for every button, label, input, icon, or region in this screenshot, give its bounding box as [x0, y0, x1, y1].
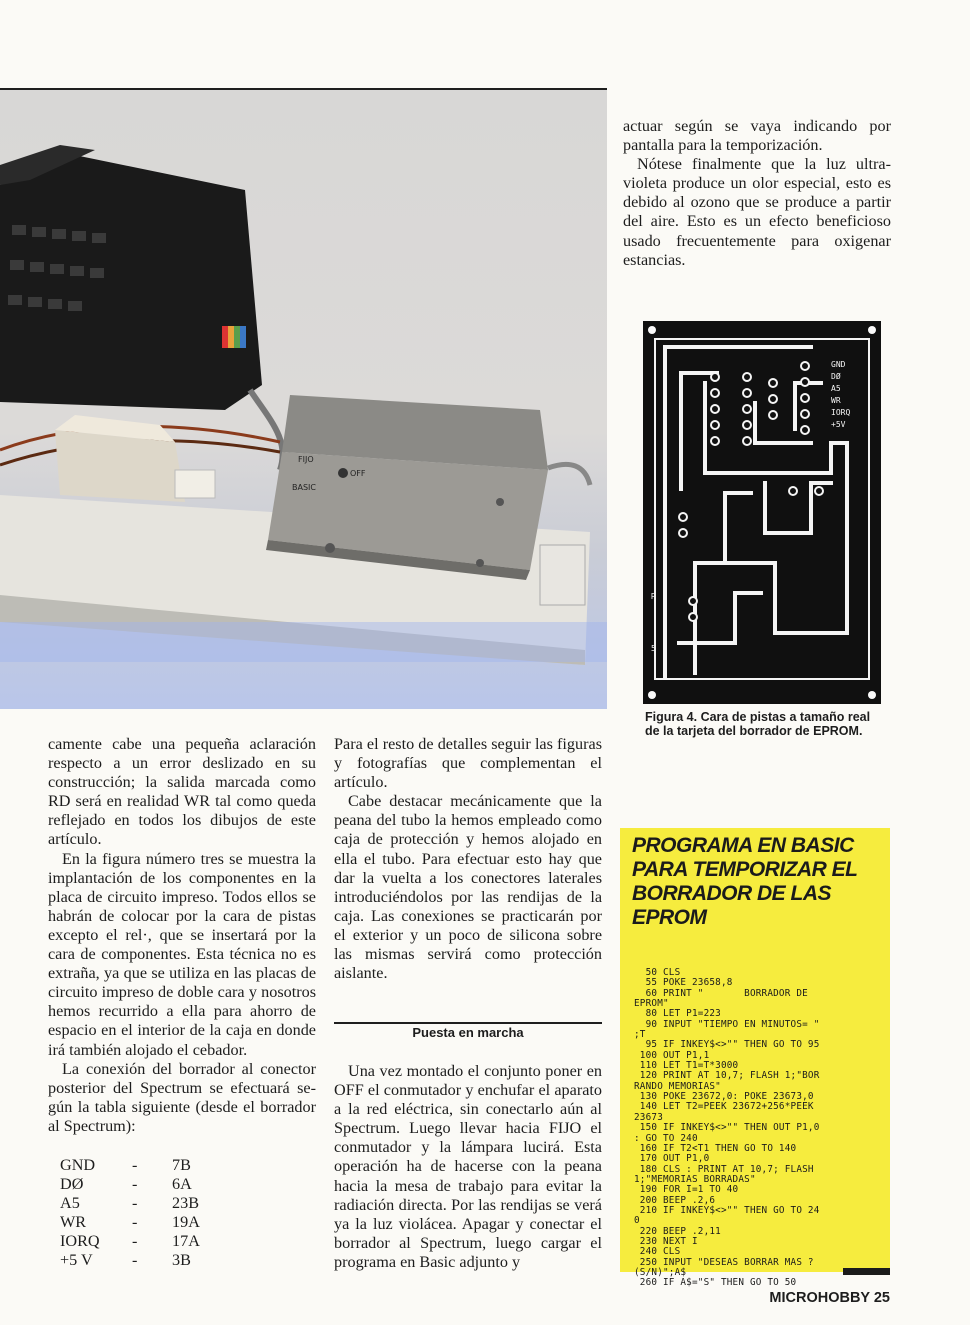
middle-column-text — [334, 735, 602, 983]
signal-cell: DØ — [60, 1175, 84, 1194]
program-listing: 50 CLS 55 POKE 23658,8 60 PRINT " BORRADOR DE EPROM" 80 LET P1=223 90 INPUT "TIEMPO EN MINUTOS= " ;T 95 IF INKEY$<>"" THEN GO TO 95 100 OUT P1,1 110 LET T1=T*3000 120 PRINT AT 10,7; FLASH 1;"BOR RANDO MEMORIAS" 130 POKE 23672,0: POKE 23673,0 140 LET T2=PEEK 23672+256*PEEK 23673 150 IF INKEY$<>"" THEN OUT P1,0 : GO TO 240 160 IF T2<T1 THEN GO TO 140 170 OUT P1,0 180 CLS : PRINT AT 10,7; FLASH 1;"MEMORIAS BORRADAS" 190 FOR I=1 TO 40 200 BEEP .2,6 210 IF INKEY$<>"" THEN GO TO 24 0 220 BEEP .2,11 230 NEXT I 240 CLS 250 INPUT "DESEAS BORRAR MAS ? (S/N)";A$ 260 IF A$="S" THEN GO TO 50 — [634, 967, 820, 1289]
paragraph: actuar según se vaya indicando por pantalla para la temporización. — [623, 117, 891, 155]
signal-cell: IORQ — [60, 1232, 100, 1251]
table-row — [60, 1175, 200, 1194]
dash-cell: - — [132, 1213, 138, 1232]
pcb-label: A5 — [831, 384, 841, 393]
article-photo — [0, 88, 607, 709]
pcb-track-figure — [643, 321, 881, 704]
program-title: PROGRAMA EN BASIC PARA TEMPORIZAR EL BORRADOR DE LAS EPROM — [632, 834, 858, 929]
signal-cell: GND — [60, 1156, 96, 1174]
dash-cell: - — [132, 1232, 138, 1251]
left-column-text — [48, 735, 316, 1136]
pcb-label: GND — [831, 360, 846, 369]
pin-cell: 17A — [172, 1232, 200, 1251]
pcb-label: IORQ — [831, 408, 851, 417]
switch-label-fijo: FIJO — [298, 455, 314, 464]
pin-cell: 23B — [172, 1194, 199, 1213]
figure-caption: Figura 4. Cara de pistas a tamaño real de la tarjeta del borrador de EPROM. — [645, 710, 871, 738]
switch-label-basic: BASIC — [292, 483, 316, 492]
pcb-side-label: R — [651, 592, 656, 601]
pcb-drawing — [643, 321, 881, 704]
pcb-label: WR — [831, 396, 841, 405]
table-row — [60, 1232, 200, 1251]
paragraph: Para el resto de detalles seguir las figuras y fotografías que complementan el artículo. — [334, 735, 602, 792]
pcb-label: DØ — [831, 372, 841, 381]
middle-column-text-2 — [334, 1062, 602, 1272]
pcb-side-label: 5 — [651, 644, 656, 653]
paragraph: La conexión del borrador al conector posterior del Spectrum se efectuará según la tabla siguiente (desde el borrador al Spectrum): — [48, 1059, 316, 1135]
paragraph: Cabe destacar mecánicamente que la peana del tubo la hemos empleado como caja de protección y hemos alojado en ella el tubo. Para efectuar esto hay que dar la vuelta a los conectores laterales introduciéndolos por las rendijas de la caja. Las conexiones se practicarán por el exterior y un poco de silicona sobre las mismas servirá como protección aislante. — [334, 792, 602, 983]
page-footer: MICROHOBBY 25 — [769, 1290, 890, 1306]
table-row — [60, 1251, 200, 1270]
right-column-top-text — [623, 117, 891, 270]
signal-cell: A5 — [60, 1194, 80, 1213]
signal-cell: WR — [60, 1213, 87, 1232]
signal-cell: +5 V — [60, 1251, 93, 1270]
dash-cell: - — [132, 1175, 138, 1194]
connection-table — [60, 1156, 200, 1271]
paragraph: Nótese finalmente que la luz ultravioleta produce un olor especial, esto es debido al ozono que se produce a partir del aire. Esto es un efecto beneficioso usado frecuentemente para oxigenar estancias. — [623, 155, 891, 269]
pin-cell: 19A — [172, 1213, 200, 1232]
photo-illustration — [0, 90, 607, 709]
table-row — [60, 1194, 200, 1213]
paragraph: En la figura número tres se muestra la implantación de los componentes en la placa de circuito impreso. Todos ellos se habrán de colocar por la cara de pistas excepto el rel·, que se insertará por la cara de componentes. Esta técnica no es extraña, ya que se utiliza en las placas de circuito impreso de doble cara y nosotros hemos recurrido a ella para ahorro de espacio en el interior de la caja en donde irá también alojado el cebador. — [48, 849, 316, 1059]
paragraph: Una vez montado el conjunto poner en OFF el conmutador y enchufar el aparato a la red eléctrica, sin conectarlo aún al Spectrum. Luego llevar hacia FIJO el conmutador y la lámpara lucirá. Esta operación ha de hacerse con la peana hacia la mesa de trabajo para evitar la radiación directa. Por las rendijas se verá ya la luz violácea. Apagar y conectar el borrador al Spectrum, luego cargar el programa en Basic adjunto y — [334, 1062, 602, 1271]
section-heading: Puesta en marcha — [334, 1022, 602, 1040]
pin-cell: 7B — [172, 1156, 191, 1174]
table-row — [60, 1156, 200, 1175]
switch-label-off: OFF — [350, 469, 366, 478]
table-row — [60, 1213, 200, 1232]
basic-program-box — [620, 828, 890, 1289]
dash-cell: - — [132, 1156, 138, 1174]
pin-cell: 3B — [172, 1251, 191, 1270]
footer-bar — [843, 1268, 890, 1275]
paragraph: camente cabe una pequeña aclaración respecto a un error deslizado en su construcción; la salida marcada como RD será en realidad WR tal como queda reflejado en todos los dibujos de este artículo. — [48, 735, 316, 849]
pin-cell: 6A — [172, 1175, 192, 1194]
dash-cell: - — [132, 1194, 138, 1213]
pcb-label: +5V — [831, 420, 846, 429]
dash-cell: - — [132, 1251, 138, 1270]
